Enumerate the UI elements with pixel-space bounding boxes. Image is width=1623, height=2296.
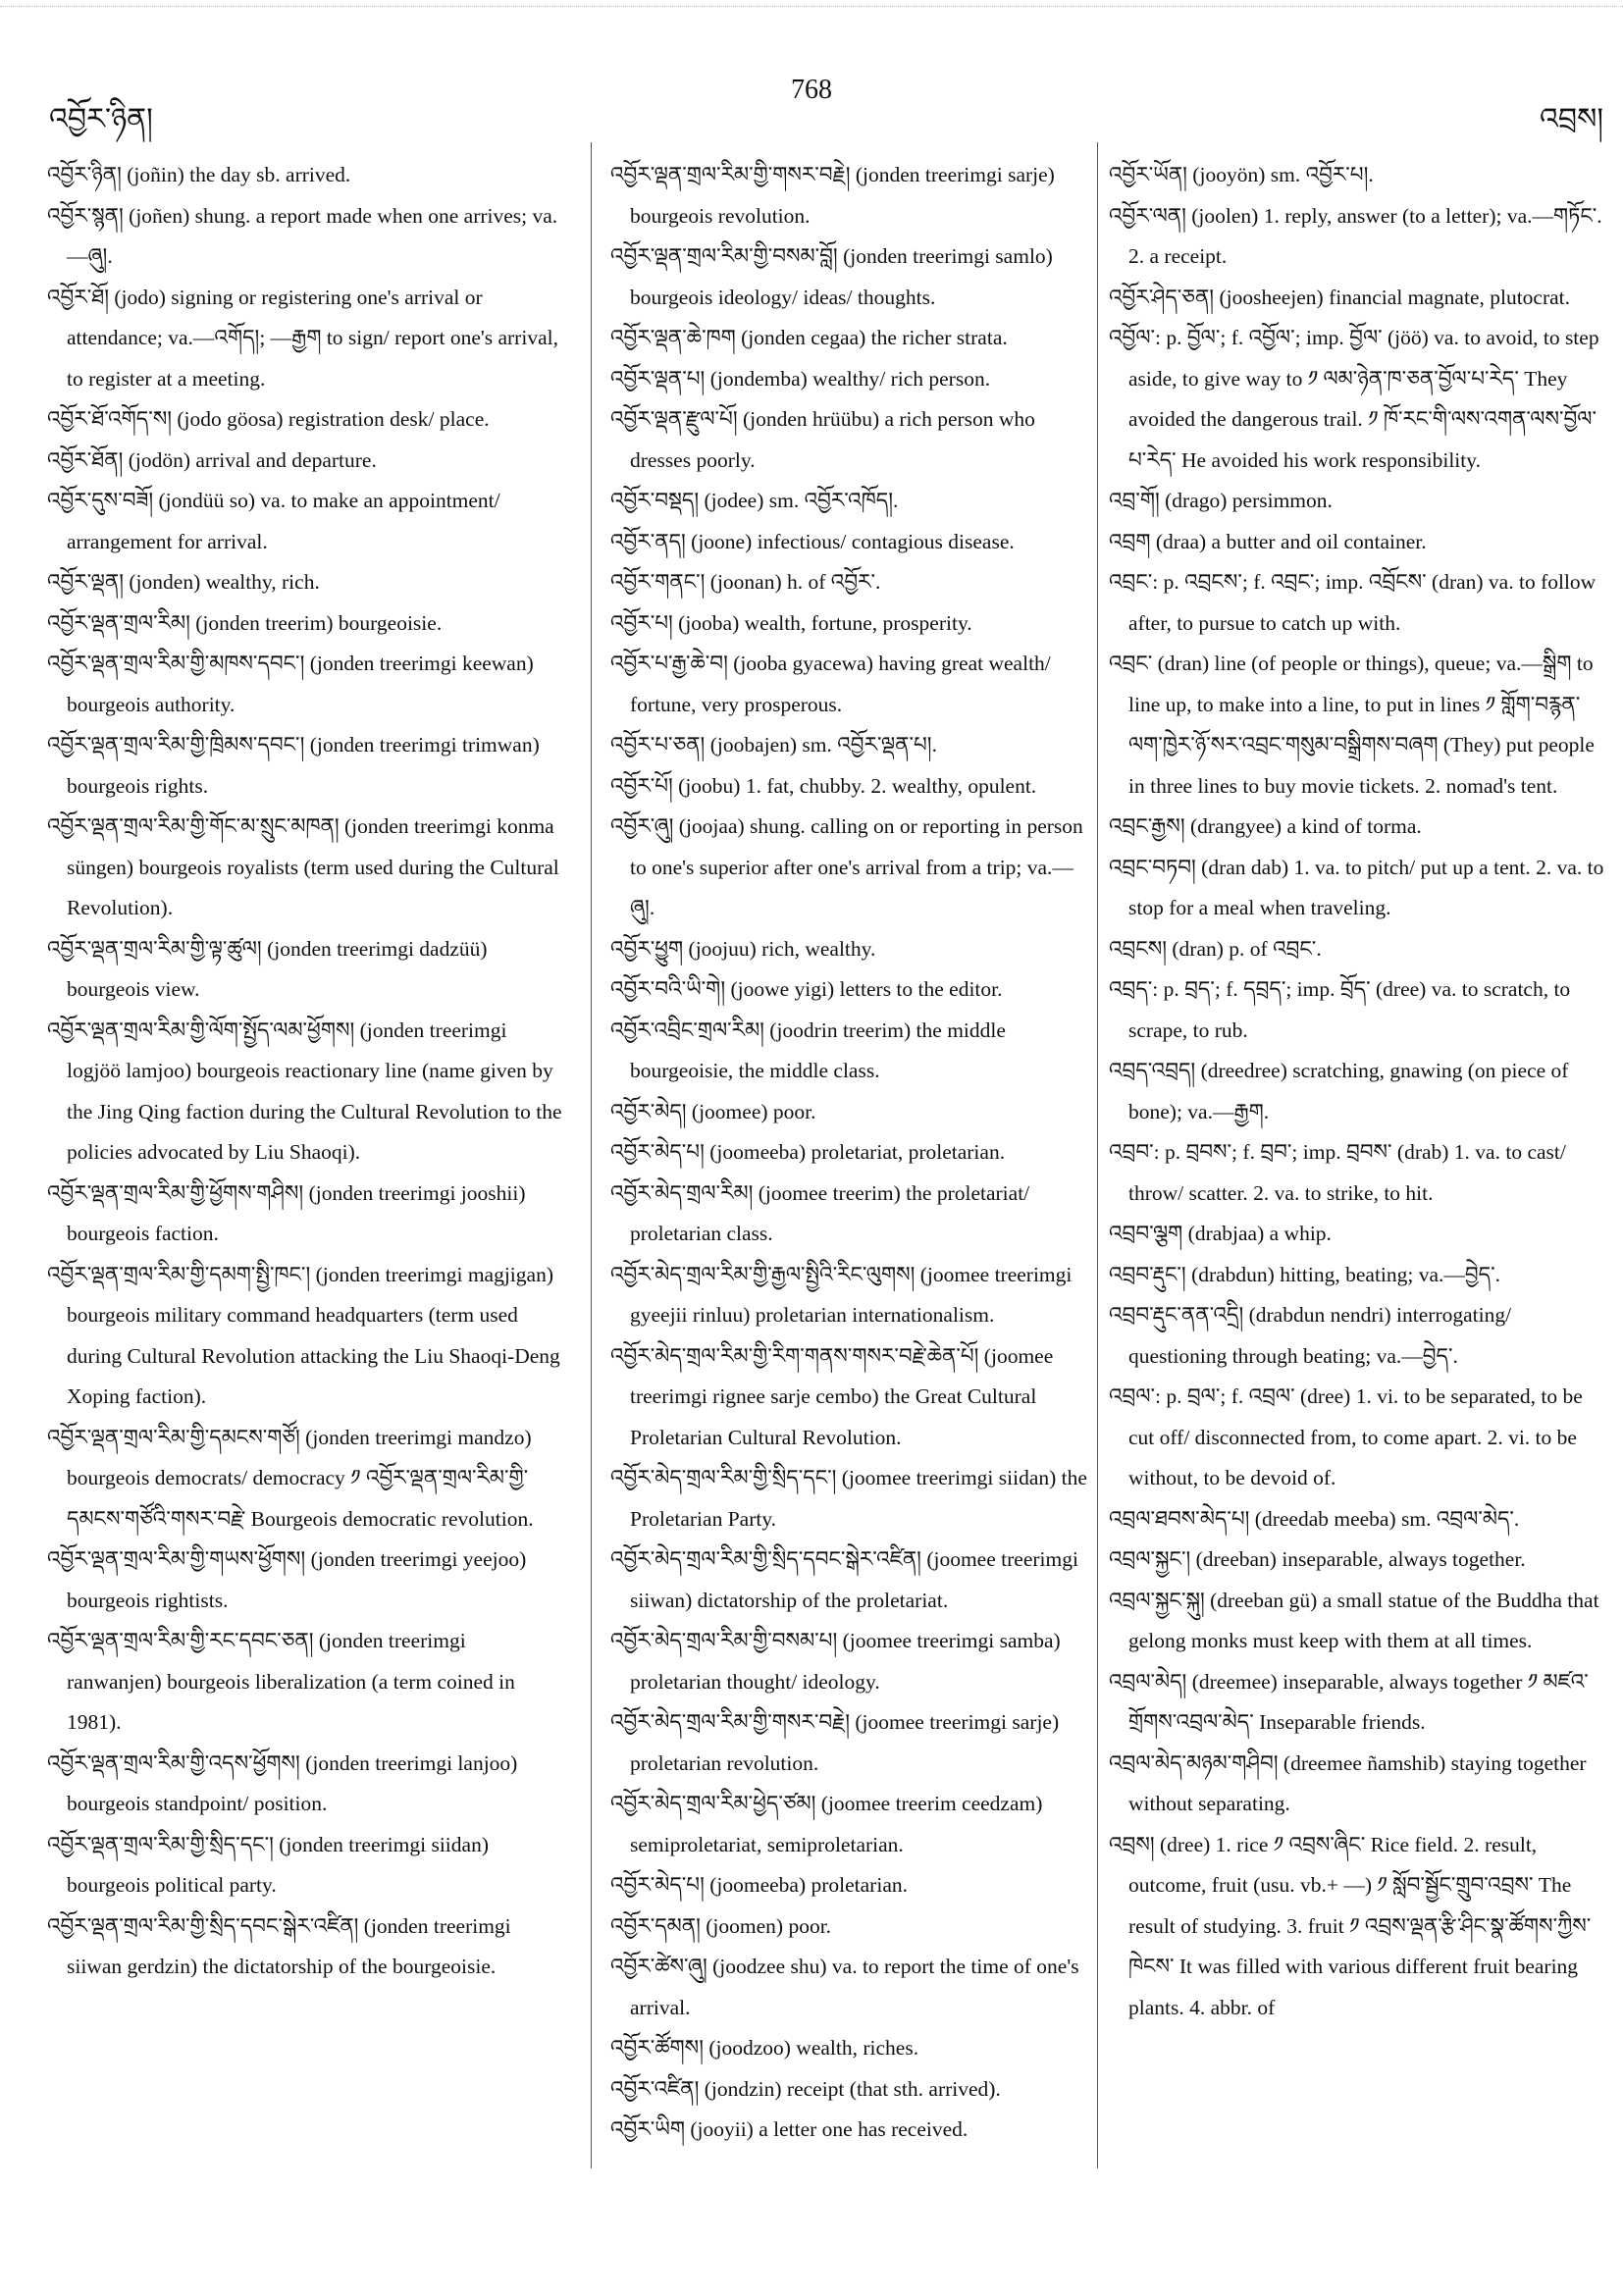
dictionary-entry: འབྱོར་ལྡན་གྲལ་རིམ་གྱི་དམག་སྤྱི་ཁང་། (jonden treerimgi magjigan) bourgeois military command headquarters (term used during Cultural Revolution attacking the Liu Shaoqi-Deng Xoping faction). — [47, 1262, 560, 1408]
dictionary-entry: འབྱོར་འཛིན། (jondzin) receipt (that sth. arrived). — [610, 2076, 1001, 2101]
column-1 — [47, 155, 565, 1988]
dictionary-entry: འབྱོར་མེད་པ། (joomeeba) proletariat, proletarian. — [610, 1140, 1006, 1164]
column-3 — [1109, 155, 1611, 2028]
dictionary-entry: འབྱོར་ལྡན་གྲལ་རིམ་གྱི་བསམ་བློ། (jonden treerimgi samlo) bourgeois ideology/ ideas/ thoughts. — [610, 244, 1053, 309]
dictionary-entry: འབྱོར་ལྡན་རྫུལ་པོ། (jonden hrüübu) a rich person who dresses poorly. — [610, 407, 1035, 472]
dictionary-entry: འབྲ་གོ། (drago) persimmon. — [1109, 489, 1333, 512]
dictionary-entry: འབྲབ་: p. བྲབས་; f. བྲབ་; imp. བྲབས་ (drab) 1. va. to cast/ throw/ scatter. 2. va. to strike, to hit. — [1109, 1140, 1566, 1205]
dictionary-entry: འབྲད་འབྲད། (dreedree) scratching, gnawing (on piece of bone); va.—རྒྱག. — [1109, 1059, 1569, 1123]
right-running-headword: འབྲས། — [1539, 102, 1603, 136]
column-divider — [1097, 142, 1098, 2168]
dictionary-entry: འབྲང་ (dran) line (of people or things), queue; va.—སྒྲིག to line up, to make into a line, to put in lines ༡ གློག་བརྙན་ལག་ཁྱེར་ཉོ་སར་འབྲང་གསུམ་བསྒྲིགས་བཞག (They) put people in three lines to buy movie tickets. 2. nomad's tent. — [1109, 652, 1595, 798]
dictionary-entry: འབྱོར་དམན། (joomen) poor. — [610, 1913, 832, 1938]
dictionary-entry: འབྱོར་ཚོགས། (joodzoo) wealth, riches. — [610, 2036, 919, 2060]
dictionary-entry: འབྱོར་མེད་གྲལ་རིམ་ཕྱེད་ཙམ། (joomee treerim ceedzam) semiproletariat, semiproletarian. — [610, 1792, 1043, 1856]
dictionary-entry: འབྱོར་གནང་། (joonan) h. of འབྱོར་. — [610, 570, 881, 594]
dictionary-entry: འབྱོར་མེད་པ། (joomeeba) proletarian. — [610, 1873, 908, 1897]
column-2 — [610, 155, 1095, 2151]
dictionary-entry: འབྱོར་མེད་གྲལ་རིམ་གྱི་རིག་གནས་གསར་བརྗེ་ཆེན་པོ། (joomee treerimgi rignee sarje cembo) the Great Cultural Proletarian Cultural Revolution. — [610, 1343, 1054, 1449]
dictionary-entry: འབྱོར་ཞུ། (joojaa) shung. calling on or reporting in person to one's superior after one's arrival from a trip; va.—ཞུ།. — [610, 814, 1083, 919]
dictionary-entry: འབྲལ་སྐྱང་སྐུ། (dreeban gü) a small statue of the Buddha that gelong monks must keep with them at all times. — [1109, 1588, 1599, 1652]
dictionary-entry: འབྱོར་ལྡན་གྲལ་རིམ་གྱི་ལྟ་ཚུལ། (jonden treerimgi dadzüü) bourgeois view. — [47, 936, 488, 1001]
dictionary-entry: འབྱོར་མེད་གྲལ་རིམ་གྱི་གསར་བརྗེ། (joomee treerimgi sarje) proletarian revolution. — [610, 1710, 1060, 1775]
dictionary-entry: འབྲབ་རྡུང་ནན་འདྲི། (drabdun nendri) interrogating/ questioning through beating; va.—བྱེད་. — [1109, 1303, 1512, 1368]
dictionary-entry: འབྲང་རྒྱས། (drangyee) a kind of torma. — [1109, 814, 1422, 838]
dictionary-entry: འབྲལ་སྐྱང་། (dreeban) inseparable, always together. — [1109, 1547, 1526, 1571]
dictionary-entry: འབྲངས། (dran) p. of འབྲང་. — [1109, 936, 1322, 961]
dictionary-entry: འབྱོར་པ། (jooba) wealth, fortune, prosperity. — [610, 610, 972, 635]
dictionary-entry: འབྲབ་རྡུང་། (drabdun) hitting, beating; va.—བྱེད་. — [1109, 1262, 1501, 1286]
dictionary-entry: འབྱོར་ལྡན་གྲལ་རིམ་གྱི་རང་དབང་ཅན། (jonden treerimgi ranwanjen) bourgeois liberalization (a term coined in 1981). — [47, 1629, 515, 1734]
dictionary-entry: འབྲབ་ལྕག (drabjaa) a whip. — [1109, 1222, 1332, 1245]
dictionary-entry: འབྱོར་བསྡད། (jodee) sm. འབྱོར་འཁོད།. — [610, 489, 899, 512]
dictionary-entry: འབྱོལ་: p. བྱོལ་; f. འབྱོལ་; imp. བྱོལ་ (jöö) va. to avoid, to step aside, to give way to ༡ ལམ་ཉེན་ཁ་ཅན་བྱོལ་པ་རེད་ They avoided the dangerous trail. ༡ ཁོ་རང་གི་ལས་འགན་ལས་བྱོལ་པ་རེད་ He avoided his work responsibility. — [1109, 326, 1599, 472]
dictionary-entry: འབྱོར་ཡོན། (jooyön) sm. འབྱོར་པ།. — [1109, 163, 1374, 186]
dictionary-entry: འབྱོར་ལྡན་ཆེ་ཁག (jonden cegaa) the richer strata. — [610, 326, 1008, 349]
dictionary-entry: འབྱོར་ཡིག (jooyii) a letter one has received. — [610, 2117, 969, 2141]
dictionary-entry: འབྱོར་ལྡན་གྲལ་རིམ་གྱི་དམངས་གཙོ། (jonden treerimgi mandzo) bourgeois democrats/ democracy ༡ འབྱོར་ལྡན་གྲལ་རིམ་གྱི་དམངས་གཙོའི་གསར་བརྗེ་ Bourgeois democratic revolution. — [47, 1425, 534, 1531]
dictionary-entry: འབྱོར་ལྡན་གྲལ་རིམ་གྱི་སྲིད་དབང་སྒེར་འཛིན། (jonden treerimgi siiwan gerdzin) the dictatorship of the bourgeoisie. — [47, 1913, 511, 1978]
dictionary-entry: འབྱོར་ལྡན་གྲལ་རིམ་གྱི་འདས་ཕྱོགས། (jonden treerimgi lanjoo) bourgeois standpoint/ position. — [47, 1750, 518, 1815]
dictionary-entry: འབྲད་: p. བྲད་; f. དབྲད་; imp. བྲོད་ (dree) va. to scratch, to scrape, to rub. — [1109, 977, 1571, 1042]
dictionary-entry: འབྱོར་ལྡན་གྲལ་རིམ་གྱི་ལོག་སྤྱོད་ལམ་ཕྱོགས། (jonden treerimgi logjöö lamjoo) bourgeois reactionary line (name given by the Jing Qing faction during the Cultural Revolution to the policies advocated by Liu Shaoqi). — [47, 1018, 562, 1164]
dictionary-entry: འབྱོར་པོ། (joobu) 1. fat, chubby. 2. wealthy, opulent. — [610, 773, 1037, 798]
column-divider — [591, 142, 592, 2168]
dictionary-entry: འབྱོར་ཐོན། (jodön) arrival and departure. — [47, 447, 377, 472]
dictionary-entry: འབྱོར་ཚེས་ཞུ། (joodzee shu) va. to report the time of one's arrival. — [610, 1955, 1079, 2019]
dictionary-entry: འབྲལ་མེད། (dreemee) inseparable, always together ༡ མཛའ་གྲོགས་འབྲལ་མེད་ Inseparable friends. — [1109, 1669, 1589, 1734]
dictionary-entry: འབྲག (draa) a butter and oil container. — [1109, 529, 1427, 553]
dictionary-entry: འབྱོར་ཐོ། (jodo) signing or registering one's arrival or attendance; va.—འགོད།; —རྒྱག to sign/ report one's arrival, to register at a meeting. — [47, 285, 558, 391]
dictionary-entry: འབྲང་: p. འབྲངས་; f. འབྲང་; imp. འབྲོངས་ (dran) va. to follow after, to pursue to catch up with. — [1109, 570, 1597, 635]
dictionary-entry: འབྱོར་དུས་བཟོ། (jondüü so) va. to make an appointment/ arrangement for arrival. — [47, 489, 500, 553]
dictionary-entry: འབྱོར་པ་རྒྱ་ཆེ་བ། (jooba gyacewa) having great wealth/ fortune, very prosperous. — [610, 652, 1051, 716]
dictionary-entry: འབྱོར་ཉིན། (joñin) the day sb. arrived. — [47, 163, 351, 186]
dictionary-entry: འབྱོར་ལྡན་གྲལ་རིམ་གྱི་གཡས་ཕྱོགས། (jonden treerimgi yeejoo) bourgeois rightists. — [47, 1547, 527, 1612]
dictionary-entry: འབྱོར་ལྡན་གྲལ་རིམ་གྱི་མཁས་དབང་། (jonden treerimgi keewan) bourgeois authority. — [47, 652, 534, 716]
dictionary-entry: འབྱོར་མེད་གྲལ་རིམ་གྱི་རྒྱལ་སྤྱིའི་རིང་ལུགས། (joomee treerimgi gyeejii rinluu) proletarian internationalism. — [610, 1262, 1073, 1327]
left-running-headword: འབྱོར་ཉིན། — [49, 102, 153, 136]
dictionary-entry: འབྱོར་ཐོ་འགོད་ས། (jodo göosa) registration desk/ place. — [47, 407, 490, 431]
dictionary-entry: འབྱོར་སྙན། (joñen) shung. a report made when one arrives; va.—ཞུ།. — [47, 203, 558, 268]
dictionary-entry: འབྲས། (dree) 1. rice ༡ འབྲས་ཞིང་ Rice field. 2. result, outcome, fruit (usu. vb.+ —) ༡ སློབ་སྦྱོང་གྲུབ་འབྲས་ The result of studying. 3. fruit ༡ འབྲས་ལྡན་རྩི་ཤིང་སྣ་ཚོགས་ཀྱིས་ཁེངས་ It was filled with various different fruit bearing plants. 4. abbr. of — [1109, 1832, 1592, 2019]
dictionary-entry: འབྲལ་: p. བྲལ་; f. འབྲལ་ (dree) 1. vi. to be separated, to be cut off/ disconnected from, to come apart. 2. vi. to be without, to be devoid of. — [1109, 1384, 1583, 1489]
dictionary-entry: འབྱོར་ལྡན་གྲལ་རིམ། (jonden treerim) bourgeoisie. — [47, 610, 443, 635]
dictionary-entry: འབྱོར་ནད། (joone) infectious/ contagious disease. — [610, 529, 1015, 553]
dictionary-entry: འབྱོར་མེད། (joomee) poor. — [610, 1099, 816, 1123]
page-number: 768 — [791, 75, 832, 105]
dictionary-entry: འབྱོར་པ་ཅན། (joobajen) sm. འབྱོར་ལྡན་པ།. — [610, 733, 937, 757]
dictionary-entry: འབྱོར་ལྡན། (jonden) wealthy, rich. — [47, 570, 320, 594]
dictionary-entry: འབྱོར་བའི་ཡི་གེ། (joowe yigi) letters to the editor. — [610, 977, 1003, 1001]
dictionary-entry: འབྱོར་ལྡན་གྲལ་རིམ་གྱི་གོང་མ་སྲུང་མཁན། (jonden treerimgi konma süngen) bourgeois royalists (term used during the Cultural Revolution). — [47, 814, 559, 919]
dictionary-entry: འབྱོར་ལྡན་པ། (jondemba) wealthy/ rich person. — [610, 366, 991, 391]
dictionary-entry: འབྱོར་མེད་གྲལ་རིམ་གྱི་སྲིད་དབང་སྒེར་འཛིན། (joomee treerimgi siiwan) dictatorship of the proletariat. — [610, 1547, 1078, 1612]
dictionary-entry: འབྲལ་མེད་མཉམ་གཤིབ། (dreemee ñamshib) staying together without separating. — [1109, 1750, 1587, 1815]
dictionary-entry: འབྲང་བཏབ། (dran dab) 1. va. to pitch/ put up a tent. 2. va. to stop for a meal when traveling. — [1109, 855, 1604, 919]
dictionary-entry: འབྱོར་ཤེད་ཅན། (joosheejen) financial magnate, plutocrat. — [1109, 285, 1571, 309]
dictionary-entry: འབྱོར་ལྡན་གྲལ་རིམ་གྱི་ཁྲིམས་དབང་། (jonden treerimgi trimwan) bourgeois rights. — [47, 733, 540, 798]
dictionary-entry: འབྱོར་ཕྱུག (joojuu) rich, wealthy. — [610, 936, 876, 961]
page-header — [0, 69, 1623, 137]
dictionary-entry: འབྲལ་ཐབས་མེད་པ། (dreedab meeba) sm. འབྲལ་མེད་. — [1109, 1506, 1520, 1531]
dictionary-entry: འབྱོར་མེད་གྲལ་རིམ་གྱི་སྲིད་དང་། (joomee treerimgi siidan) the Proletarian Party. — [610, 1466, 1087, 1531]
dictionary-entry: འབྱོར་འབྲིང་གྲལ་རིམ། (joodrin treerim) the middle bourgeoisie, the middle class. — [610, 1018, 1006, 1082]
dictionary-entry: འབྱོར་ལན། (joolen) 1. reply, answer (to a letter); va.—གཏོང་. 2. a receipt. — [1109, 203, 1602, 268]
dictionary-entry: འབྱོར་མེད་གྲལ་རིམ། (joomee treerim) the proletariat/ proletarian class. — [610, 1180, 1030, 1245]
dictionary-entry: འབྱོར་ལྡན་གྲལ་རིམ་གྱི་ཕྱོགས་གཤིས། (jonden treerimgi jooshii) bourgeois faction. — [47, 1180, 526, 1245]
dictionary-entry: འབྱོར་ལྡན་གྲལ་རིམ་གྱི་སྲིད་དང་། (jonden treerimgi siidan) bourgeois political party. — [47, 1832, 489, 1897]
page-top-edge — [0, 6, 1623, 7]
dictionary-entry: འབྱོར་ལྡན་གྲལ་རིམ་གྱི་གསར་བརྗེ། (jonden treerimgi sarje) bourgeois revolution. — [610, 163, 1055, 228]
dictionary-entry: འབྱོར་མེད་གྲལ་རིམ་གྱི་བསམ་པ། (joomee treerimgi samba) proletarian thought/ ideology. — [610, 1629, 1061, 1694]
